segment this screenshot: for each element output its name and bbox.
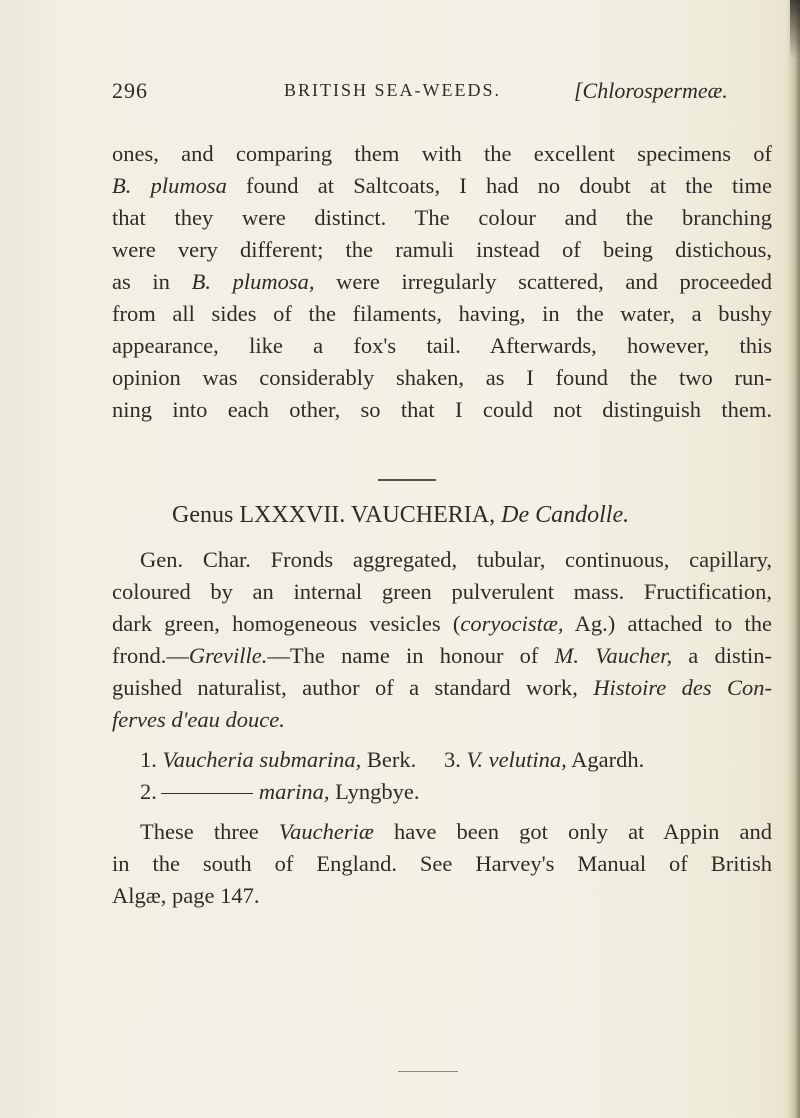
species-name: Vaucheria submarina, — [162, 747, 362, 772]
species-authority: Agardh. — [566, 747, 645, 772]
text-line — [112, 364, 772, 392]
species-name: B. plumosa, — [191, 269, 315, 294]
text-span: from all sides of the filaments, having, in the water, a bushy — [112, 301, 772, 326]
text-span: ones, and comparing them with the excellent specimens of — [112, 141, 772, 166]
end-rule — [398, 1071, 458, 1072]
text-line — [112, 850, 772, 878]
text-span: ning into each other, so that I could not distinguish them. — [112, 397, 772, 422]
text-span: —The name in honour of — [267, 643, 555, 668]
text-span: have been got only at Appin and — [373, 819, 772, 844]
text-span: were very different; the ramuli instead of being distichous, — [112, 237, 772, 262]
species-number: 3. — [444, 747, 467, 772]
text-line — [112, 204, 772, 232]
species-authority: Lyngbye. — [329, 779, 420, 804]
author-italic: Greville. — [188, 643, 268, 668]
page-edge-shadow — [786, 0, 800, 1118]
text-line — [112, 300, 772, 328]
text-line — [112, 642, 772, 670]
term-italic: coryocistæ, — [460, 611, 564, 636]
text-line — [112, 882, 772, 910]
person-italic: M. Vaucher, — [554, 643, 673, 668]
text-span: appearance, like a fox's tail. Afterwards, however, this — [112, 333, 772, 358]
text-line — [112, 706, 772, 734]
text-span: as in — [112, 269, 192, 294]
running-title: BRITISH SEA-WEEDS. — [284, 80, 501, 100]
page-number: 296 — [112, 78, 148, 103]
page-corner-shadow — [790, 0, 800, 60]
running-header — [112, 78, 752, 108]
species-authority: Berk. — [361, 747, 417, 772]
book-title-italic: Histoire des Con- — [593, 675, 772, 700]
species-line — [140, 778, 772, 806]
section-title: [Chlorospermeæ. — [574, 78, 728, 103]
text-span: guished naturalist, author of a standard work, — [112, 675, 594, 700]
text-span: Algæ, page 147. — [112, 883, 260, 908]
text-line — [112, 172, 772, 200]
text-span: dark green, homogeneous vesicles ( — [112, 611, 461, 636]
text-span: a distin- — [672, 643, 772, 668]
text-line — [112, 674, 772, 702]
text-line — [140, 546, 772, 574]
text-span: These three — [140, 819, 279, 844]
text-span: that they were distinct. The colour and the branching — [112, 205, 772, 230]
text-span: were irregularly scattered, and proceeded — [314, 269, 772, 294]
text-line — [112, 236, 772, 264]
genus-title: Genus LXXXVII. VAUCHERIA, — [172, 502, 502, 528]
text-span: frond.— — [112, 643, 189, 668]
text-span: coloured by an internal green pulverulent mass. Fructification, — [112, 579, 772, 604]
text-span: found at Saltcoats, I had no doubt at the time — [226, 173, 772, 198]
species-name: B. plumosa — [112, 173, 227, 198]
text-line — [112, 396, 772, 424]
text-line — [112, 578, 772, 606]
book-title-italic: ferves d'eau douce. — [112, 707, 285, 732]
text-line — [112, 610, 772, 638]
genus-heading — [172, 502, 629, 529]
section-divider — [378, 479, 436, 481]
text-span: in the south of England. See Harvey's Manual of British — [112, 851, 772, 876]
species-name: Vaucheriæ — [278, 819, 374, 844]
species-name: V. velutina, — [466, 747, 567, 772]
text-line — [140, 818, 772, 846]
text-line — [112, 268, 772, 296]
species-number: 1. — [140, 747, 163, 772]
ditto-dash — [161, 793, 253, 794]
text-span: Gen. Char. Fronds aggregated, tubular, continuous, capillary, — [140, 547, 772, 572]
text-line — [112, 332, 772, 360]
text-span: opinion was considerably shaken, as I found the two run- — [112, 365, 772, 390]
genus-authority: De Candolle. — [501, 502, 630, 528]
species-name: marina, — [258, 779, 330, 804]
species-line — [444, 746, 772, 774]
text-line — [112, 140, 772, 168]
text-span: Ag.) attached to the — [563, 611, 772, 636]
species-number: 2. — [140, 779, 157, 804]
